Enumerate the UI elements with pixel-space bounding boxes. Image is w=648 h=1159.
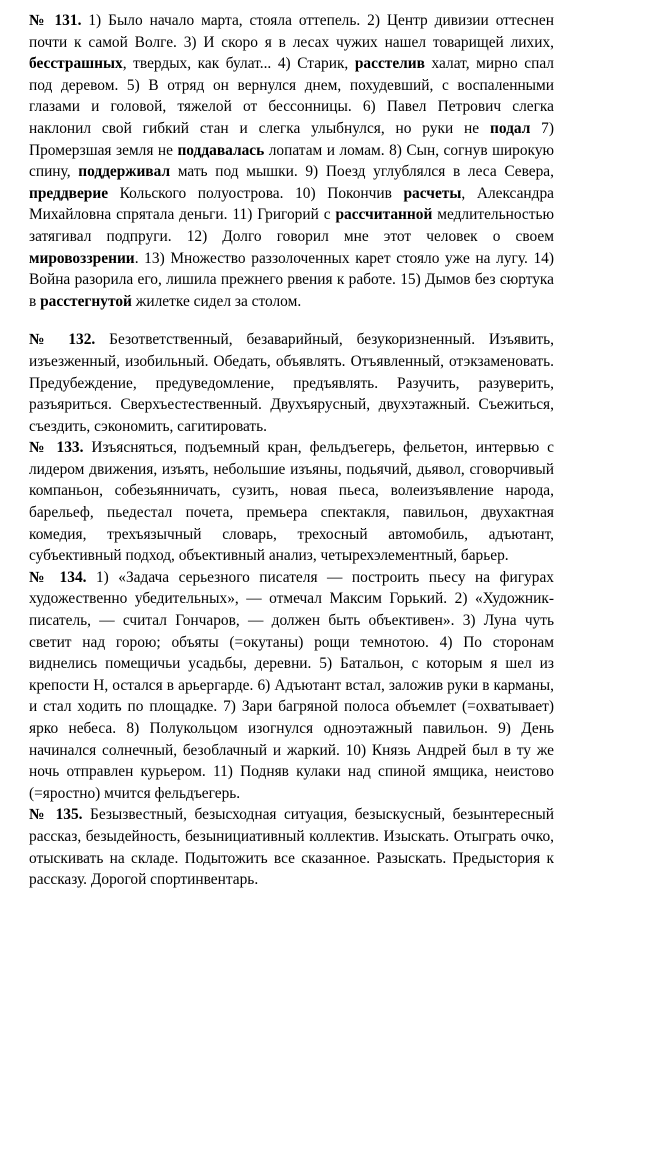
exercise-number: № 132. xyxy=(29,331,96,349)
morpheme-marked-word: поддерживал xyxy=(78,163,171,181)
morpheme-marked-word: рассчитанной xyxy=(335,206,433,224)
text-segment: Изъясняться, подъемный кран, фельдъегерь, фельетон, интервью с лидером движения, изъять, небольшие изъяны, подьячий, дьявол, сговорчивый компаньон, собезьянничать, сузить, новая пьеса, волеизъявление народа, барельеф, пьедестал почета, премьера спектакля, павильон, двухактная комедия, трехъязычный словарь, трехосный автомобиль, адъютант, субъективный подход, объективный анализ, четырехэлементный, барьер. xyxy=(29,439,554,565)
morpheme-marked-word: расчеты xyxy=(403,184,462,202)
text-segment: Безответственный, безаварийный, безукоризненный. Изъявить, изъезженный, изобильный. Обедать, объявлять. Отъявленный, отэкзаменовать. Предубеждение, предуведомление, предъявлять. Разучить, разуверить, разъяриться. Сверхъестественный. Двухъярусный, двухэтажный. Съежиться, съездить, сэкономить, сагитировать. xyxy=(29,331,554,435)
text-segment: халат, мирно спал под деревом. 5) В отряд он вернулся днем, похудевший, с воспаленными глазами и головой, тяжелой от бессонницы. 6) Павел Петрович слегка наклонил свой гибкий стан и слегка улыбнулся, но руки не xyxy=(29,55,554,137)
exercise-n133 xyxy=(29,437,554,567)
exercise-n131 xyxy=(29,10,554,312)
text-segment: 1) Было начало марта, стояла оттепель. 2) Центр дивизии оттеснен почти к самой Волге. 3) И скоро я в лесах чужих нашел товарищей лихих, xyxy=(29,12,554,51)
morpheme-marked-word: поддавалась xyxy=(177,141,265,159)
exercise-n132 xyxy=(29,329,554,437)
exercise-number: № 133. xyxy=(29,439,84,457)
text-segment: , Александра Михайловна спрятала деньги. 11) Григорий с xyxy=(29,184,554,224)
exercise-number: № 131. xyxy=(29,12,82,29)
text-segment: мать под мышки. 9) Поезд углублялся в леса Севера, xyxy=(170,163,554,181)
text-segment: . 13) Множество раззолоченных карет стояло уже на лугу. 14) Война разорила его, лишила прежнего рвения к работе. 15) Дымов без сюртука в xyxy=(29,249,554,310)
text-segment: Кольского полуострова. 10) Покончив xyxy=(108,184,404,202)
text-segment: лопатам и ломам. 8) Сын, согнув широкую спину, xyxy=(29,141,555,181)
exercise-number: № 135. xyxy=(29,806,83,824)
text-segment: Безызвестный, безысходная ситуация, безыскусный, безынтересный рассказ, безыдейность, безынициативный коллектив. Изыскать. Отыграть очко, отыскивать на складе. Подытожить все сказанное. Разыскать. Предыстория к рассказу. Дорогой спортинвентарь. xyxy=(29,806,554,889)
morpheme-marked-word: мировоззрении xyxy=(29,249,135,267)
page-body xyxy=(29,10,554,891)
morpheme-marked-word: расстегнутой xyxy=(40,292,132,310)
text-segment: 1) «Задача серьезного писателя — построить пьесу на фигурах художественно убедительных», — отмечал Максим Горький. 2) «Художник-писатель, — считал Гончаров, — должен быть объективен». 3) Луна чуть светит над горою; объяты (=окутаны) рощи темнотою. 4) По сторонам виднелись помещичьи усадьбы, деревни. 5) Батальон, с которым я шел из крепости Н, остался в арьергарде. 6) Адъютант встал, заложив руки в карманы, и стал ходить по площадке. 7) Зари багряной полоса объемлет (=охватывает) ярко небеса. 8) Полукольцом изогнулся одноэтажный павильон. 9) День начинался солнечный, безоблачный и жаркий. 10) Князь Андрей был в ту же ночь отправлен курьером. 11) Подняв кулаки над спиной ямщика, неистово (=яростно) мчится фельдъегерь. xyxy=(29,568,554,802)
morpheme-marked-word: преддверие xyxy=(29,184,109,202)
morpheme-marked-word: бесстрашных xyxy=(29,55,123,73)
exercise-n134 xyxy=(29,567,554,805)
morpheme-marked-word: расстелив xyxy=(354,55,425,73)
morpheme-marked-word: подал xyxy=(489,119,531,137)
text-segment: 7) Промерзшая земля не xyxy=(29,119,554,159)
exercise-number: № 134. xyxy=(29,568,87,586)
exercise-n135 xyxy=(29,804,554,890)
text-segment: медлительностью затягивал подпруги. 12) Долго говорил мне этот человек о своем xyxy=(29,206,554,245)
text-segment: , твердых, как булат... 4) Старик, xyxy=(122,55,355,73)
text-segment: жилетке сидел за столом. xyxy=(131,292,302,310)
